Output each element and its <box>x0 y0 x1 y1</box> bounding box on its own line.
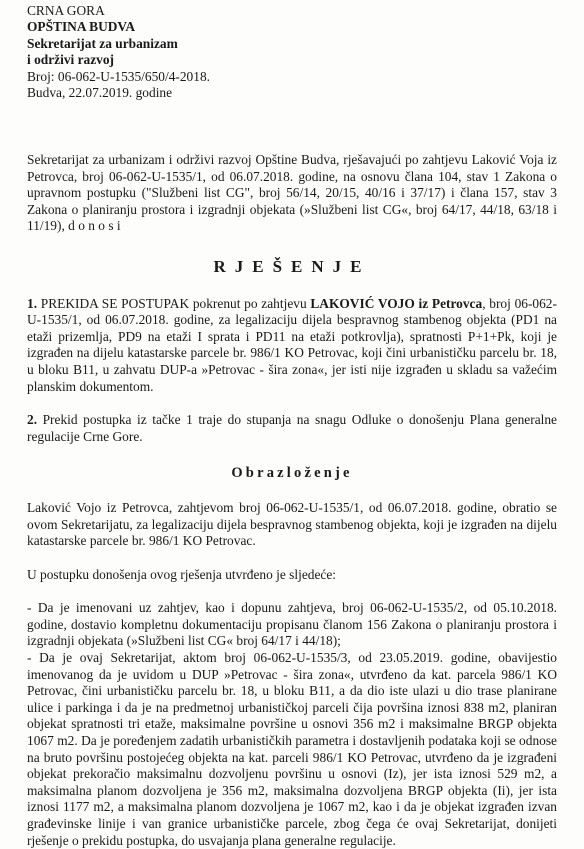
item-2-number: 2. <box>27 412 38 428</box>
document-header <box>27 3 327 101</box>
item-1-lead: PREKIDA SE POSTUPAK <box>40 295 190 311</box>
reasoning-paragraph-2: U postupku donošenja ovog rješenja utvrđeno je sljedeće: <box>27 566 337 582</box>
decision-title: RJEŠENJE <box>213 256 371 276</box>
applicant-name: LAKOVIĆ VOJO iz Petrovca <box>310 295 483 311</box>
decision-item-2 <box>27 412 557 445</box>
finding-item-2: - Da je ovaj Sekretarijat, aktom broj 06-062-U-1535/3, od 23.05.2019. godine, obavijestio imenovanog da je uvidom u DUP »Petrovac - šira zona«, utvrđeno da kat. parcela 986/1 KO Petrovac, čini urbanističku parcelu br. 18, u bloku B11, a da dio iste ulazi u dio trase planirane ulice i parkinga i da je na predmetnoj urbanističkoj parceli čija površina iznosi 838 m2, planiran objekat spratnosti tri etaže, maksimalne površine u osnovi 356 m2 i maksimalne BRGP objekta 1067 m2. Da je poređenjem zadatih urbanističkih parametra i dostavljenih podataka koji se odnose na bruto površinu postojećeg objekta na kat. parceli 986/1 KO Petrovac, utvrđeno da je izgrađeni objekat prekoračio maksimalnu dozvoljenu površinu u osnovi (Iz), jer ista iznosi 529 m2, a maksimalna planom dozvoljena je 356 m2, maksimalna dozvoljena BRGP objekta (Ii), jer ista iznosi 1177 m2, a maksimalna planom dozvoljena je 1067 m2, kao i da je objekat izgrađen izvan građevinske linije i van granice urbanističke parcele, zbog čega će ovaj Sekretarijat, donijeti rješenje o prekidu postupka, do usvajanja plana generalne regulacije. <box>27 650 557 848</box>
department-name-cont: i održivi razvoj <box>27 52 115 68</box>
item-2-text: Prekid postupka iz tačke 1 traje do stupanja na snagu Odluke o donošenju Plana generalne regulacije Crne Gore. <box>27 412 557 444</box>
finding-item-1: - Da je imenovani uz zahtjev, kao i dopunu zahtjeva, broj 06-062-U-1535/2, od 05.10.2018. godine, dostavio kompletnu dokumentaciju propisanu članom 156 Zakona o planiranju prostora i izgradnji objekata (»Službeni list CG« broj 64/17 i 44/18); <box>27 600 557 649</box>
item-1-text-b: , broj 06-062-U-1535/1, od 06.07.2018. godine, za legalizaciju dijela bespravnog stambenog objekta (PD1 na etaži prizemlja, PD9 na etaži I sprata i PD11 na etaži potkrovlja), spratnosti P+1+Pk, koji je izgrađen na dijelu katastarske parcele br. 986/1 KO Petrovac, koji čini urbanističku parcelu br. 18, u bloku B11, u zahvatu DUP-a »Petrovac - šira zona«, jer isti nije izgrađen u skladu sa važećim planskim dokumentom. <box>27 295 557 394</box>
municipality-name: OPŠTINA BUDVA <box>27 19 136 35</box>
country-name: CRNA GORA <box>27 3 105 18</box>
decision-item-1 <box>27 296 557 396</box>
intro-paragraph: Sekretarijat za urbanizam i održivi razvoj Opštine Budva, rješavajući po zahtjevu Laković Voja iz Petrovca, broj 06-062-U-1535/1, od 06.07.2018. godine, na osnovu člana 104, stav 1 Zakona o upravnom postupku ("Službeni list CG", broj 56/14, 20/15, 40/16 i 37/17) i člana 157, stav 3 Zakona o planiranju prostora i izgradnji objekata (»Službeni list CG«, broj 64/17, 44/18, 63/18 i 11/19), d o n o s i <box>27 152 557 234</box>
department-name: Sekretarijat za urbanizam <box>27 35 178 51</box>
document-body <box>27 152 557 849</box>
place-and-date: Budva, 22.07.2019. godine <box>27 85 173 101</box>
item-1-text-a: pokrenut po zahtjevu <box>189 295 311 311</box>
reference-number: Broj: 06-062-U-1535/650/4-2018. <box>27 68 210 84</box>
reasoning-title: Obrazloženje <box>231 465 353 482</box>
reasoning-paragraph-1: Laković Vojo iz Petrovca, zahtjevom broj 06-062-U-1535/1, od 06.07.2018. godine, obratio se ovom Sekretarijatu, za legalizaciju dijela bespravnog stambenog objekta, koji je izgrađen na dijelu katastarske parcele br. 986/1 KO Petrovac. <box>27 499 557 549</box>
item-1-number: 1. <box>27 295 38 311</box>
